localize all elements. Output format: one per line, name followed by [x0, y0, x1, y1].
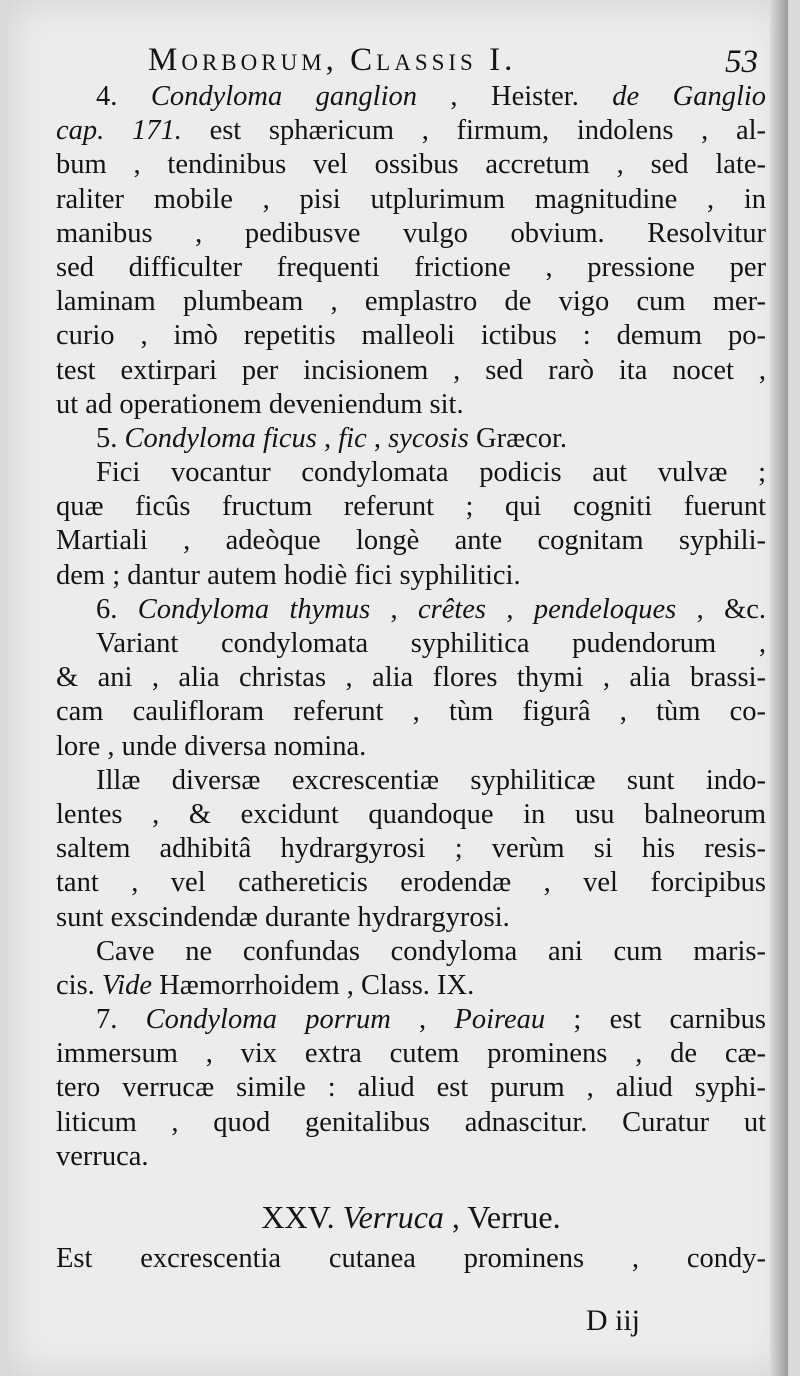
p4-line-1: 4. Condyloma ganglion , Heister. de Ganglio	[96, 81, 766, 112]
p6-number: 6.	[96, 593, 118, 625]
section-spacer	[56, 1174, 766, 1192]
section-french-name: Verrue.	[467, 1199, 561, 1235]
p7-line-2: immersum , vix extra cutem prominens , de cæ-	[56, 1038, 766, 1070]
p4-line-3: bum , tendinibus vel ossibus accretum , sed late-	[56, 149, 766, 181]
p6-line-10: Cave ne confundas condyloma ani cum maris-	[96, 935, 766, 967]
p6-line-4: lore , unde diversa nomina.	[56, 730, 367, 762]
p6-vide: Vide	[101, 969, 153, 1001]
p4-reference: de Ganglio	[612, 81, 766, 112]
section-numeral: XXV.	[261, 1199, 335, 1235]
p6-heading-line: 6. Condyloma thymus , crêtes , pendeloques , &c.	[96, 593, 766, 625]
p4-line-2	[56, 114, 766, 148]
p5-synonym-2-tail: Græcor.	[476, 422, 568, 454]
p5-synonym-1: fic	[338, 422, 367, 454]
book-page	[8, 0, 788, 1376]
p4-species: Condyloma ganglion	[150, 81, 417, 112]
p4-number: 4.	[96, 81, 118, 112]
p6-line-7: saltem adhibitâ hydrargyrosi ; verùm si his resis-	[56, 833, 766, 865]
p4-line-10: ut ad operationem deveniendum sit.	[56, 388, 464, 420]
p4-text: est sphæricum , firmum, indolens , al-	[209, 115, 766, 147]
p4-line-7: laminam plumbeam , emplastro de vigo cum mer-	[56, 286, 766, 318]
p6-line-11	[56, 969, 766, 1003]
page-number: 53	[725, 44, 758, 80]
p6-synonym-1: crêtes	[417, 593, 487, 625]
p6-line-6: lentes , & excidunt quandoque in usu balneorum	[56, 798, 766, 830]
p6-line-2: & ani , alia christas , alia flores thymi , alia brassi-	[56, 662, 766, 694]
p6-cross-reference: Hæmorrhoidem , Class. IX.	[159, 969, 475, 1001]
p6-line-9: sunt exscindendæ durante hydrargyrosi.	[56, 901, 510, 933]
p7-synonym-1: Poireau	[454, 1004, 546, 1036]
p5-heading-line: 5. Condyloma ficus , fic , sycosis Græcor.	[96, 422, 568, 454]
p5-line-4: dem ; dantur autem hodiè fici syphilitici.	[56, 559, 521, 591]
p6-line-5: Illæ diversæ excrescentiæ syphiliticæ sunt indo-	[96, 764, 766, 796]
p5-number: 5.	[96, 422, 118, 454]
p7-text: ; est carnibus	[573, 1004, 766, 1036]
p7-heading-line: 7. Condyloma porrum , Poireau ; est carnibus	[96, 1004, 766, 1036]
p4-author: Heister.	[490, 81, 579, 112]
p6-synonym-2: pendeloques	[533, 593, 677, 625]
p6-line-3: cam caulifloram referunt , tùm figurâ , tùm co-	[56, 696, 766, 728]
p5-line-3: Martiali , adeòque longè ante cognitam syphili-	[56, 525, 766, 557]
p5-species: Condyloma ficus	[124, 422, 317, 454]
p5-synonym-2: sycosis	[388, 422, 469, 454]
section-species: Verruca	[342, 1199, 444, 1235]
p4-line-4: raliter mobile , pisi utplurimum magnitudine , in	[56, 183, 766, 215]
p7-number: 7.	[96, 1004, 118, 1036]
p4-line-9: test extirpari per incisionem , sed rarò ita nocet ,	[56, 354, 766, 386]
p6-etc: &c.	[724, 593, 766, 625]
running-head: Morborum, Classis I.	[148, 42, 517, 78]
p7-species: Condyloma porrum	[145, 1004, 391, 1036]
section-line-1: Est excrescentia cutanea prominens , condy-	[56, 1243, 766, 1274]
section-heading: XXV. Verruca , Verrue.	[261, 1199, 561, 1235]
p5-line-2: quæ ficûs fructum referunt ; qui cogniti fuerunt	[56, 491, 766, 523]
p7-line-4: liticum , quod genitalibus adnascitur. Curatur ut	[56, 1106, 766, 1138]
p4-line-5: manibus , pedibusve vulgo obvium. Resolvitur	[56, 217, 766, 249]
p4-line-8: curio , imò repetitis malleoli ictibus : demum po-	[56, 320, 766, 352]
p4-reference-cap: cap. 171.	[56, 115, 182, 147]
page-edge-shadow	[770, 0, 788, 1376]
p7-line-5: verruca.	[56, 1140, 149, 1172]
p6-line-1: Variant condylomata syphilitica pudendorum ,	[96, 628, 766, 659]
p6-species: Condyloma thymus	[137, 593, 371, 625]
body-text	[56, 80, 766, 1276]
p6-cis: cis.	[56, 969, 95, 1001]
p7-line-3: tero verrucæ simile : aliud est purum , aliud syphi-	[56, 1072, 766, 1104]
p6-line-8: tant , vel cathereticis erodendæ , vel forcipibus	[56, 867, 766, 899]
p5-line-1: Fici vocantur condylomata podicis aut vulvæ ;	[96, 457, 766, 489]
p4-line-6: sed difficulter frequenti frictione , pressione per	[56, 251, 766, 283]
signature-mark: D iij	[585, 1304, 640, 1337]
